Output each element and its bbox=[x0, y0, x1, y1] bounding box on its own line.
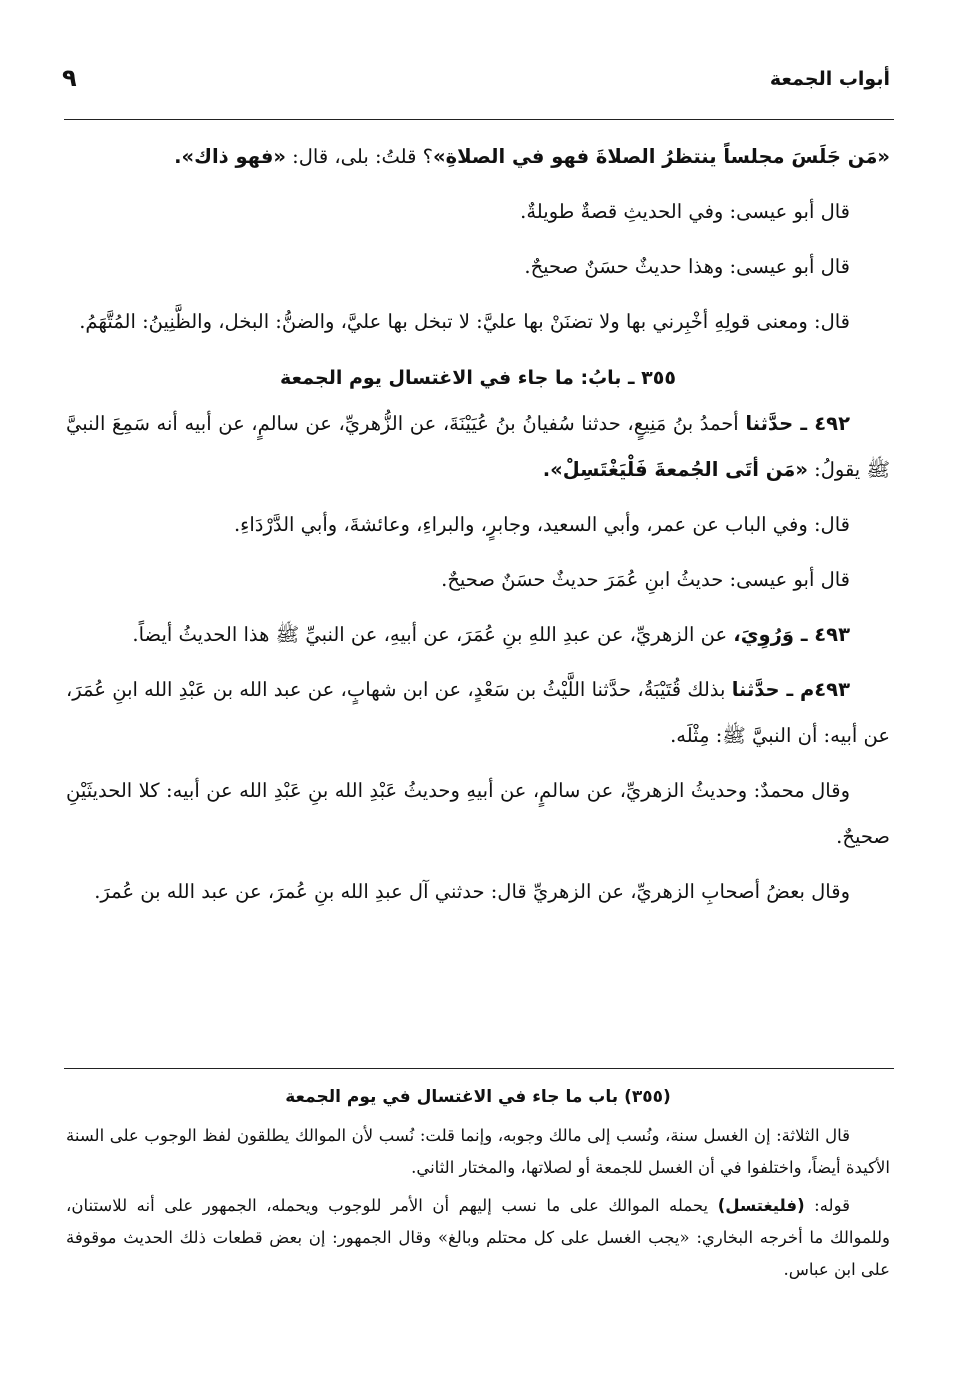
footnote-keyword: (فليغتسل) bbox=[717, 1196, 805, 1215]
hadith-492 bbox=[66, 401, 890, 493]
hadith-number: ٤٩٢ ـ حدَّثنا bbox=[745, 412, 850, 435]
hadith-quote: «مَن أتَى الجُمعةَ فَلْيَغْتَسِلْ». bbox=[542, 458, 808, 481]
paragraph-abu-isa: قال أبو عيسى: حديثُ ابنِ عُمَرَ حديثٌ حسَنٌ صحيحٌ. bbox=[441, 568, 850, 591]
footnote-paragraph-2 bbox=[66, 1190, 890, 1286]
hadith-chain: بذلك قُتَيْبَةُ، حدَّثنا اللَّيْثُ بن سَعْدٍ، عن ابن شهابٍ، عن عبد الله بن عَبْدِ الله ابنِ عُمَرَ، عن أبيه: أن النبيَّ ﷺ: مِثْلَه. bbox=[66, 678, 890, 747]
hadith-493m bbox=[66, 667, 890, 759]
page-number: ٩ bbox=[62, 64, 77, 92]
paragraph-muhammad: وقال محمدٌ: وحديثُ الزهريِّ، عن سالمٍ، عن أبيهِ وحديثُ عَبْدِ الله بنِ عَبْدِ الله عن أبيه: كلا الحديثَيْنِ صحيحٌ. bbox=[66, 779, 890, 848]
paragraph-3: قال أبو عيسى: وهذا حديثٌ حسَنٌ صحيحٌ. bbox=[524, 255, 850, 278]
footnote-section bbox=[66, 1080, 890, 1286]
footnote-divider bbox=[64, 1068, 894, 1069]
paragraph-2: قال أبو عيسى: وفي الحديثِ قصةٌ طويلةٌ. bbox=[520, 200, 850, 223]
footnote-text: يحمله الموالك على ما نسب إليهم أن الأمر للوجوب ويحمله، الجمهور على أنه للاستنان، وللموالك ما أخرجه البخاري: «يجب الغسل على كل محتلم وبالغ» وقال الجمهور: إن بعض قطعات ذلك الحديث موقوفة على ابن عباس. bbox=[66, 1196, 890, 1279]
main-text bbox=[66, 134, 890, 915]
paragraph-4: قال: ومعنى قولِهِ أخْبِرني بها ولا تضنَنْ بها عليَّ: لا تبخل بها عليَّ، والضنُّ: البخل، والظَّنِينُ: المُتَّهَمُ. bbox=[79, 310, 850, 333]
section-heading: ٣٥٥ ـ بابُ: ما جاء في الاغتسال يوم الجمعة bbox=[280, 367, 676, 389]
footnote-paragraph-1: قال الثلاثة: إن الغسل سنة، ونُسب إلى مالك وجوبه، وإنما قلت: نُسب لأن الموالك يطلقون لفظ الوجوب على السنة الأكيدة أيضاً، واختلفوا في أن الغسل للجمعة أو لصلاتها، والمختار الثاني. bbox=[66, 1126, 890, 1177]
hadith-quote: «فهو ذاك». bbox=[174, 145, 286, 168]
footnote-heading: (٣٥٥) باب ما جاء في الاغتسال في يوم الجمعة bbox=[285, 1087, 671, 1107]
paragraph-baad: وقال بعضُ أصحابِ الزهريِّ، عن الزهريِّ قال: حدثني آل عبدِ الله بنِ عُمرَ، عن عبد الله بن عُمرَ. bbox=[94, 880, 850, 903]
hadith-number: ٤٩٣م ـ حدَّثنا bbox=[731, 678, 850, 701]
paragraph-1 bbox=[66, 134, 890, 180]
hadith-chain: عن الزهريِّ، عن عبدِ اللهِ بنِ عُمَرَ، عن أبيهِ، عن النبيِّ ﷺ هذا الحديثُ أيضاً. bbox=[132, 623, 734, 646]
paragraph-bab: قال: وفي الباب عن عمر، وأبي السعيد، وجابرٍ، والبراءِ، وعائشةَ، وأبي الدَّرْدَاءِ. bbox=[233, 513, 850, 536]
hadith-number: ٤٩٣ ـ وَرُوِيَ، bbox=[733, 623, 850, 646]
hadith-quote: «مَن جَلَسَ مجلساً ينتظرُ الصلاةَ فهو في الصلاةِ» bbox=[433, 145, 890, 168]
footnote-lead: قوله: bbox=[804, 1196, 850, 1215]
paragraph-text: ؟ قلتُ: بلى، قال: bbox=[285, 145, 434, 168]
running-header-title: أبواب الجمعة bbox=[769, 68, 890, 90]
hadith-493 bbox=[66, 612, 890, 658]
hadith-chain: أحمدُ بنُ مَنِيعٍ، حدثنا سُفيانُ بنُ عُيَيْنَةَ، عن الزُّهريِّ، عن سالمٍ، عن أبيه أنه سَمِعَ النبيَّ ﷺ يقولُ: bbox=[66, 412, 890, 481]
header-divider bbox=[64, 119, 894, 120]
